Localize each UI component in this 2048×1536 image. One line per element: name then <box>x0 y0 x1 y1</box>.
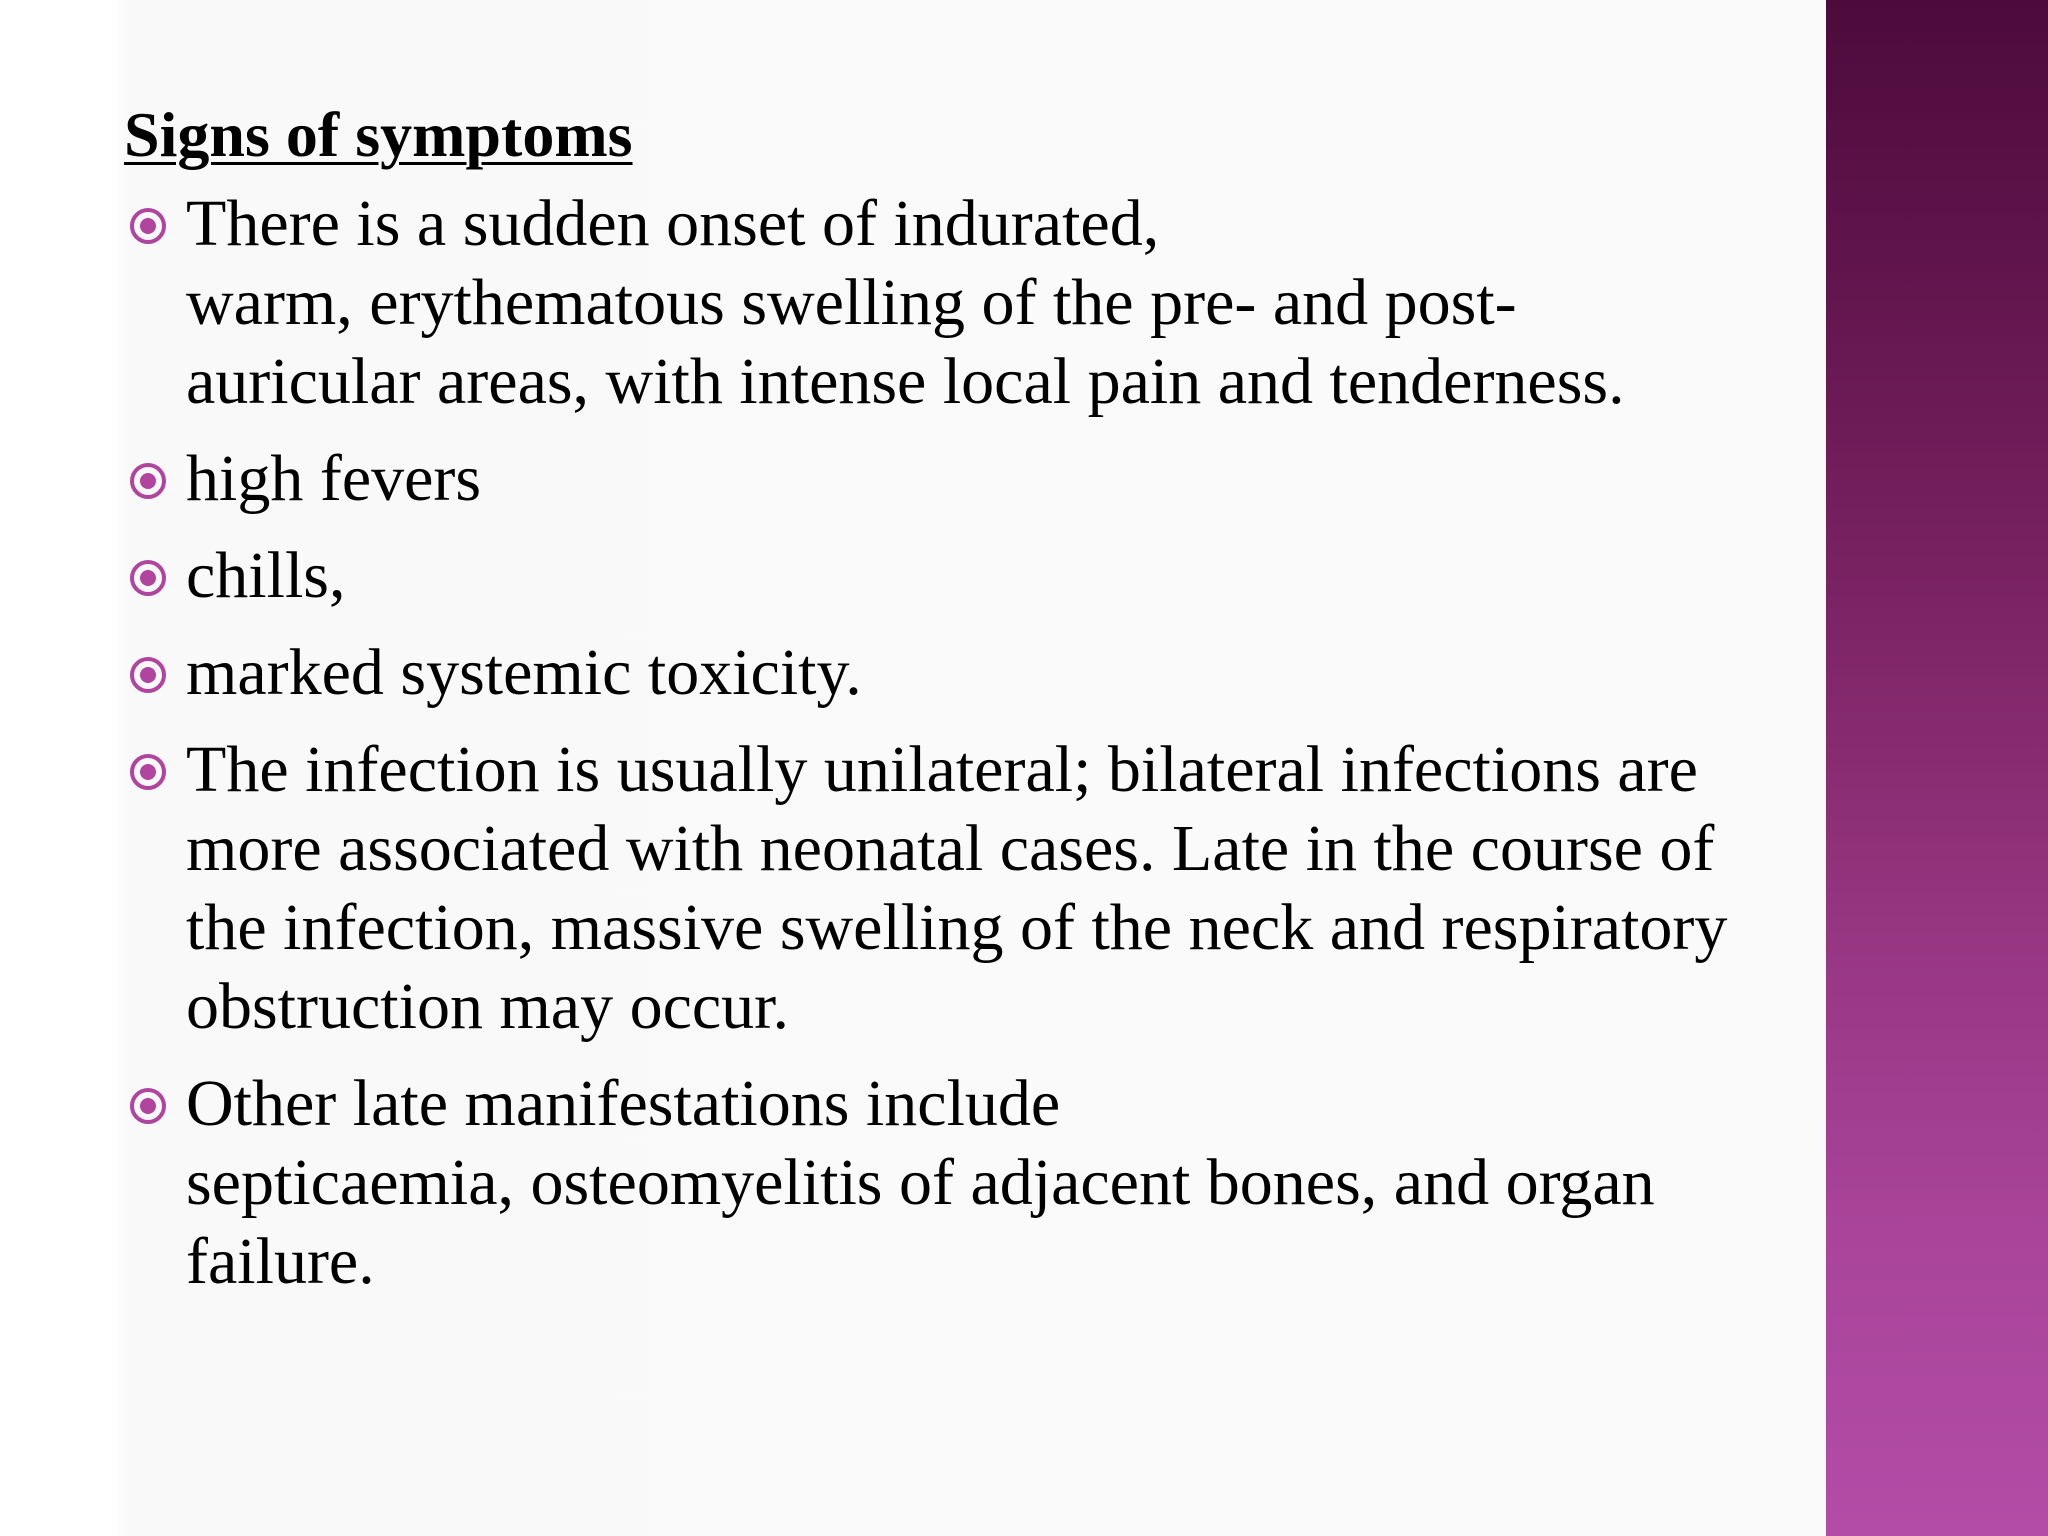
bullet-item-late-manifestations <box>124 1064 1974 1301</box>
bullet-text-line: obstruction may occur. <box>186 970 790 1043</box>
bullet-list <box>124 184 1974 1301</box>
circled-dot-icon <box>128 752 168 792</box>
bullet-text-line: septicaemia, osteomyelitis of adjacent bones, and organ <box>186 1146 1655 1219</box>
circled-dot-icon <box>128 206 168 246</box>
bullet-text-line: warm, erythematous swelling of the pre- and post- <box>186 266 1517 339</box>
bullet-text-line: Other late manifestations include <box>186 1067 1061 1140</box>
circled-dot-icon <box>128 461 168 501</box>
circled-dot-icon <box>128 1086 168 1126</box>
bullet-item-unilateral <box>124 730 1974 1046</box>
circled-dot-icon <box>128 558 168 598</box>
slide-content <box>124 96 1974 1319</box>
bullet-text-line: more associated with neonatal cases. Late in the course of <box>186 812 1715 885</box>
bullet-item-chills <box>124 536 1974 615</box>
bullet-text-line: the infection, massive swelling of the neck and respiratory <box>186 891 1728 964</box>
bullet-item-high-fevers <box>124 439 1974 518</box>
bullet-text-line: chills, <box>186 539 346 612</box>
bullet-text-line: high fevers <box>186 442 482 515</box>
bullet-item-toxicity <box>124 633 1974 712</box>
bullet-text-line: The infection is usually unilateral; bilateral infections are <box>186 733 1698 806</box>
bullet-text-line: auricular areas, with intense local pain and tenderness. <box>186 345 1625 418</box>
slide-title: Signs of symptoms <box>124 99 633 170</box>
bullet-text-line: There is a sudden onset of indurated, <box>186 187 1160 260</box>
circled-dot-icon <box>128 655 168 695</box>
bullet-text-line: marked systemic toxicity. <box>186 636 862 709</box>
bullet-item-onset <box>124 184 1974 421</box>
bullet-text-line: failure. <box>186 1225 375 1298</box>
